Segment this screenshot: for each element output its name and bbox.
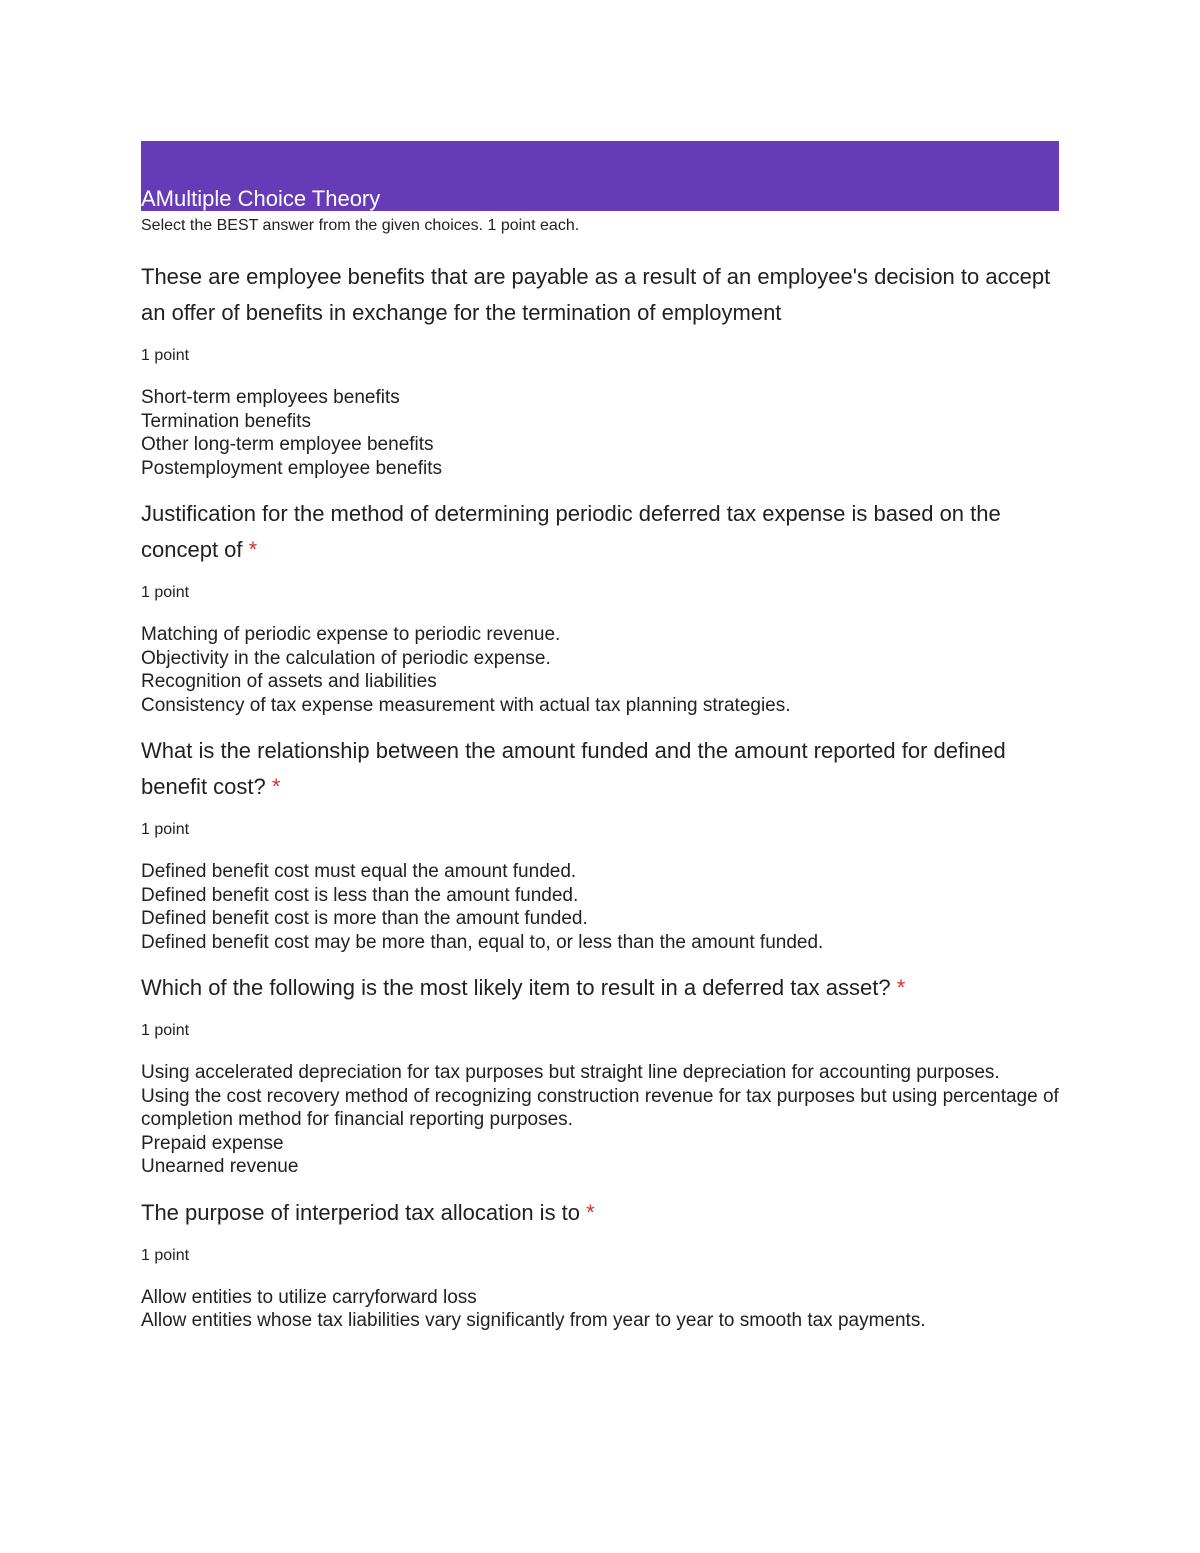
section-description: Select the BEST answer from the given choices. 1 point each.	[141, 217, 580, 234]
question-title	[141, 496, 1059, 568]
section-header-bar	[141, 141, 1059, 211]
question-title	[141, 970, 1059, 1006]
question-title	[141, 733, 1059, 805]
answer-option[interactable]: Termination benefits	[141, 410, 312, 432]
question-points: 1 point	[141, 1246, 190, 1264]
option-list	[141, 623, 1059, 717]
required-marker: *	[248, 537, 258, 562]
answer-option[interactable]: Defined benefit cost must equal the amount funded.	[141, 861, 577, 882]
answer-option[interactable]: Defined benefit cost is less than the amount funded.	[141, 884, 579, 906]
question-block	[141, 1195, 1059, 1333]
question-title-text: Justification for the method of determining periodic deferred tax expense is based on the concept of	[141, 501, 1001, 562]
question-title	[141, 1195, 1059, 1231]
question-points: 1 point	[141, 821, 190, 838]
answer-option[interactable]: Consistency of tax expense measurement with actual tax planning strategies.	[141, 694, 791, 716]
question-points: 1 point	[141, 584, 190, 601]
answer-option[interactable]: Defined benefit cost may be more than, equal to, or less than the amount funded.	[141, 931, 824, 953]
question-block	[141, 733, 1059, 954]
question-block	[141, 496, 1059, 717]
section-title: AMultiple Choice Theory	[141, 186, 381, 211]
required-marker: *	[271, 774, 281, 799]
option-list	[141, 1061, 1059, 1179]
required-marker: *	[586, 1199, 595, 1225]
answer-option[interactable]: Allow entities whose tax liabilities vary significantly from year to year to smooth tax payments.	[141, 1310, 926, 1331]
answer-option[interactable]: Using accelerated depreciation for tax purposes but straight line depreciation for accounting purposes.	[141, 1062, 1000, 1083]
option-list	[141, 386, 1059, 480]
answer-option[interactable]: Postemployment employee benefits	[141, 457, 442, 479]
question-title	[141, 259, 1059, 331]
question-title-text: Which of the following is the most likely item to result in a deferred tax asset?	[141, 975, 891, 1000]
question-points: 1 point	[141, 1022, 190, 1039]
question-points: 1 point	[141, 347, 190, 364]
required-marker: *	[896, 975, 906, 1000]
answer-option[interactable]: Unearned revenue	[141, 1156, 299, 1177]
answer-option[interactable]: Recognition of assets and liabilities	[141, 671, 437, 692]
answer-option[interactable]: Allow entities to utilize carryforward loss	[141, 1286, 477, 1308]
answer-option[interactable]: Other long-term employee benefits	[141, 434, 434, 455]
question-title-text: These are employee benefits that are payable as a result of an employee's decision to accept an offer of benefits in exchange for the termination of employment	[141, 264, 1051, 325]
question-title-text: What is the relationship between the amount funded and the amount reported for defined benefit cost?	[141, 738, 1006, 799]
answer-option[interactable]: Prepaid expense	[141, 1132, 284, 1154]
answer-option[interactable]: Objectivity in the calculation of periodic expense.	[141, 647, 551, 669]
option-list	[141, 1286, 1059, 1333]
question-title-text: The purpose of interperiod tax allocation is to	[141, 1199, 581, 1225]
answer-option[interactable]: Matching of periodic expense to periodic revenue.	[141, 624, 561, 645]
answer-option[interactable]: Using the cost recovery method of recognizing construction revenue for tax purposes but using percentage of completion method for financial reporting purposes.	[141, 1085, 1059, 1130]
option-list	[141, 860, 1059, 954]
form-page	[141, 141, 1059, 1333]
question-block	[141, 970, 1059, 1179]
question-list	[141, 259, 1059, 1333]
answer-option[interactable]: Defined benefit cost is more than the amount funded.	[141, 908, 588, 929]
question-block	[141, 259, 1059, 480]
answer-option[interactable]: Short-term employees benefits	[141, 387, 400, 408]
